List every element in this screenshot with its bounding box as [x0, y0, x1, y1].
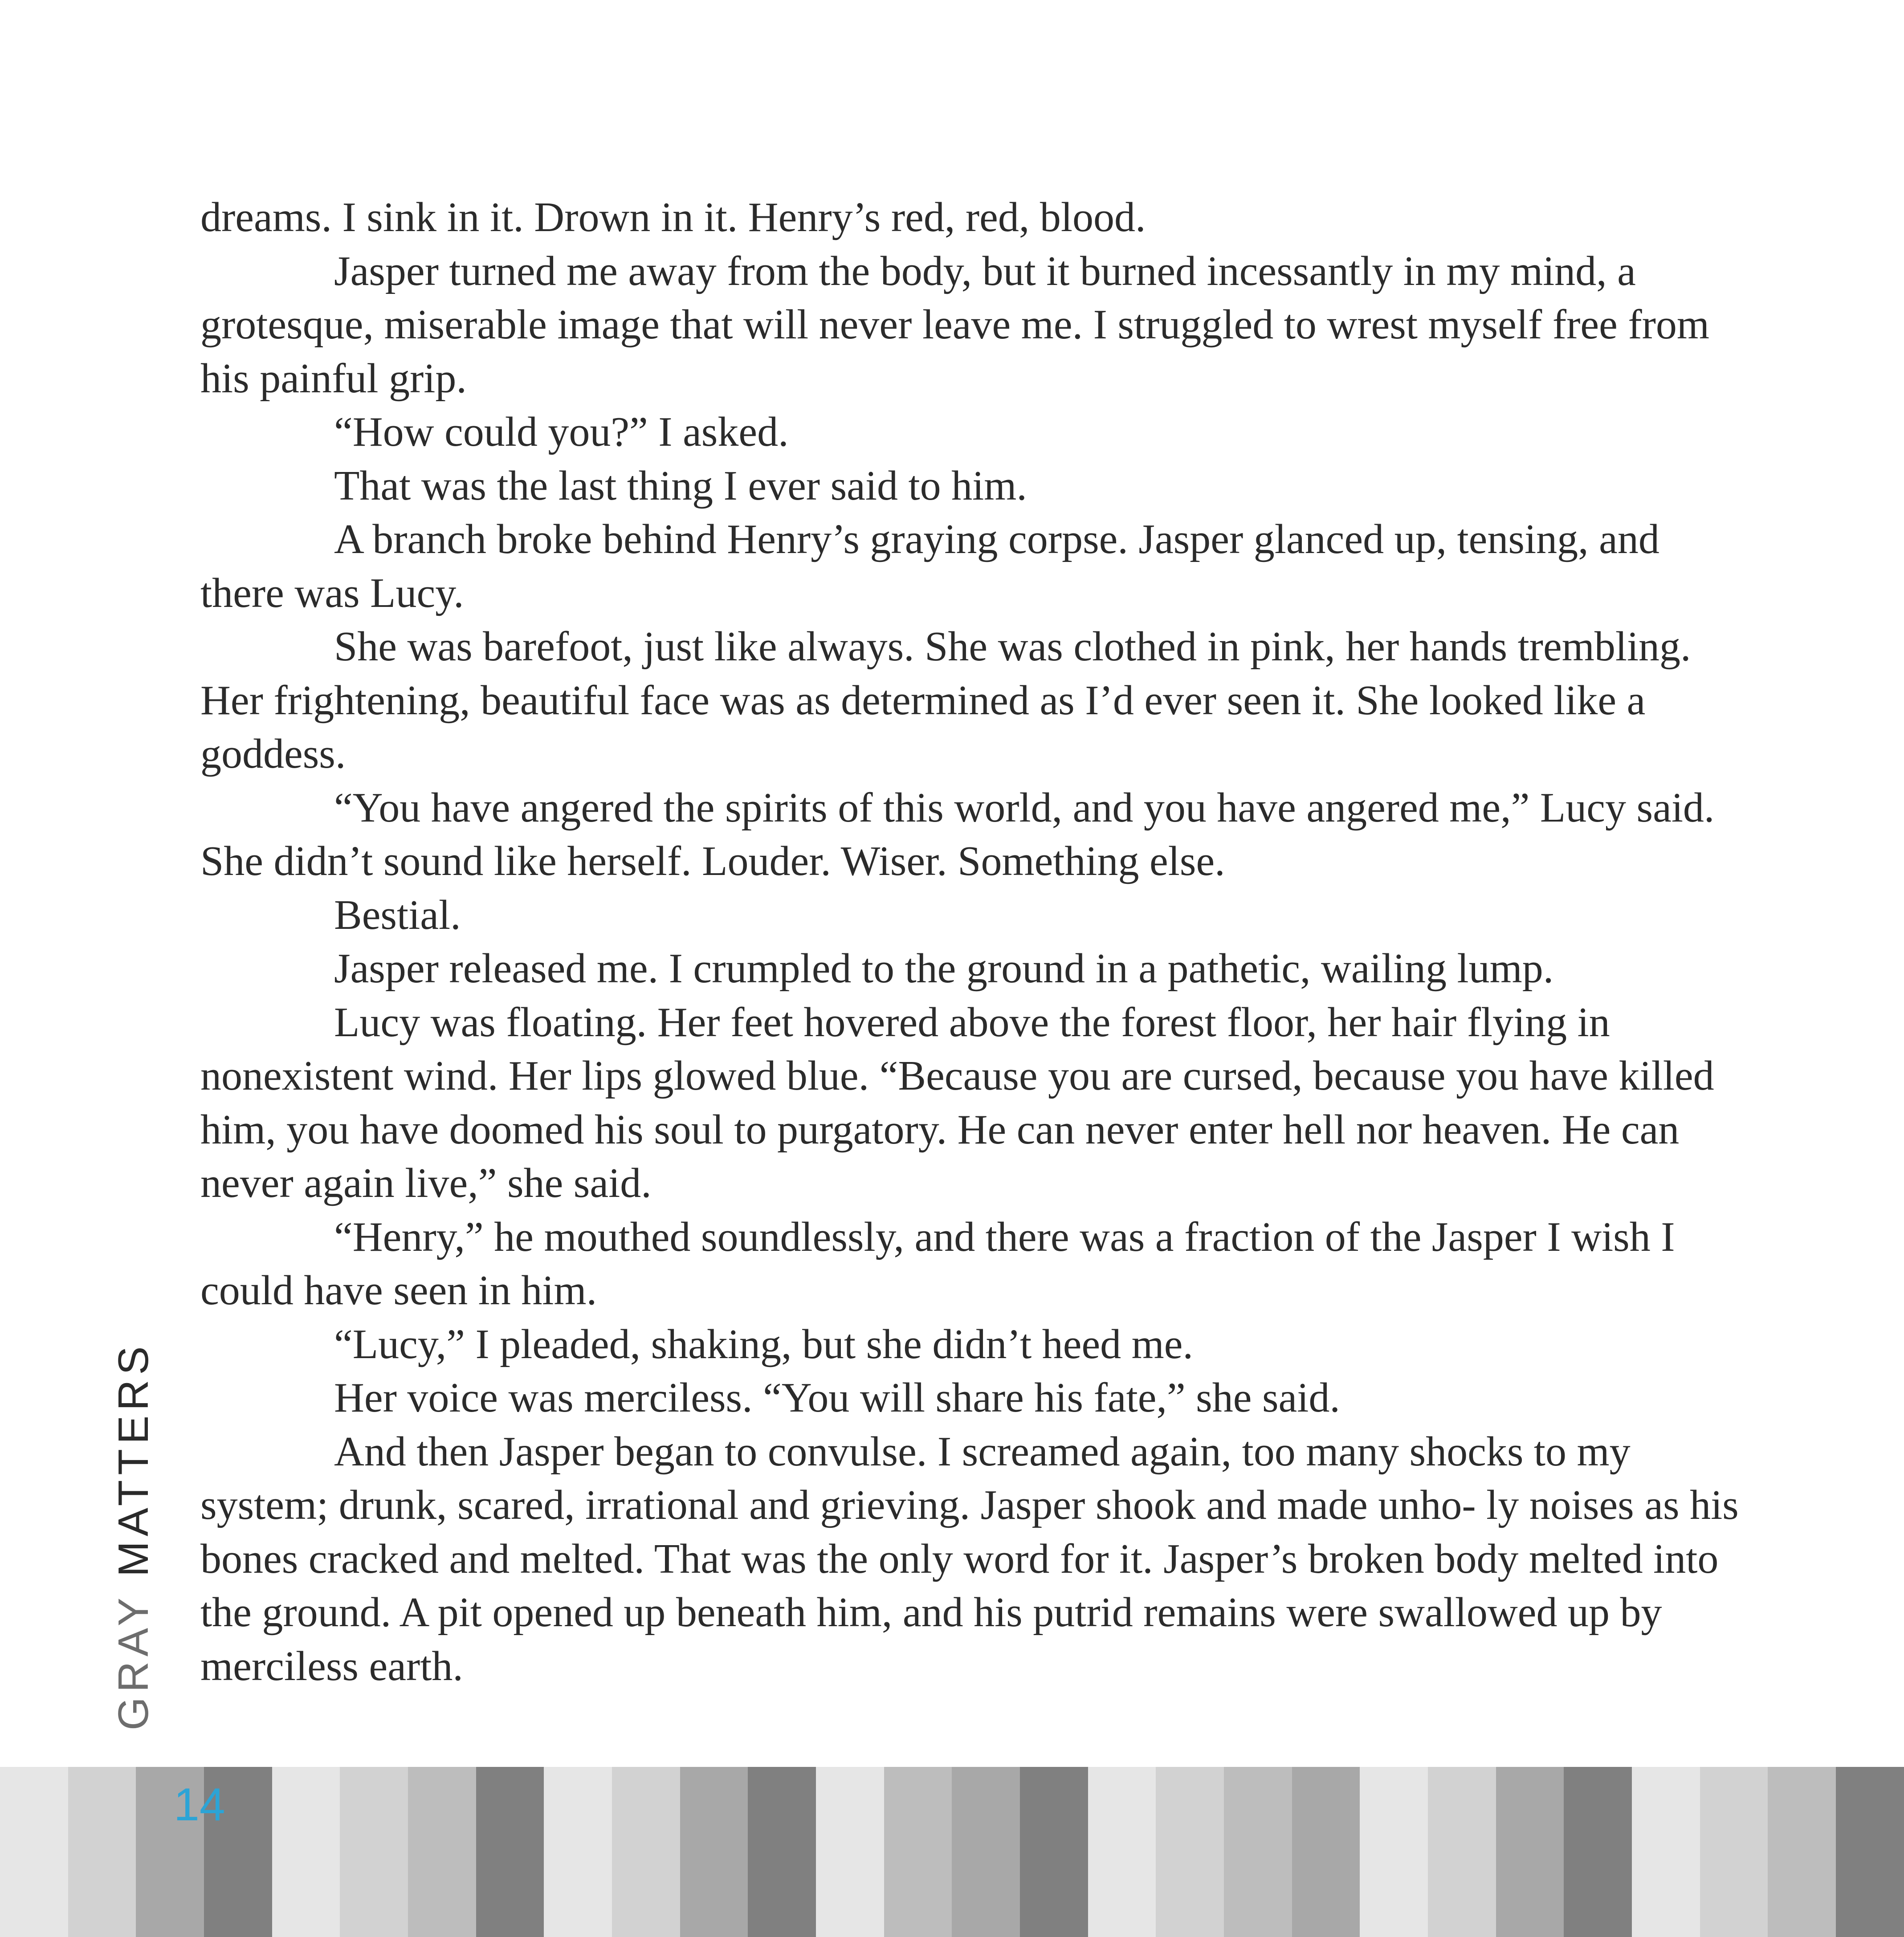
footer-stripe	[816, 1767, 884, 1937]
footer-stripe	[1360, 1767, 1428, 1937]
book-title	[111, 1342, 156, 1730]
footer-stripe	[272, 1767, 340, 1937]
footer-stripe	[1564, 1767, 1632, 1937]
footer-stripe	[68, 1767, 136, 1937]
paragraph: “Henry,” he mouthed soundlessly, and there was a fraction of the Jasper I wish I could have seen in him.	[200, 1213, 1686, 1314]
footer-stripe	[1836, 1767, 1904, 1937]
paragraph: Jasper turned me away from the body, but it burned incessantly in my mind, a grotesque, miserable image that will never leave me. I struggled to wrest myself free from his painful grip.	[200, 248, 1720, 402]
footer-stripe	[612, 1767, 680, 1937]
footer-stripe	[680, 1767, 748, 1937]
paragraph: “You have angered the spirits of this world, and you have angered me,” Lucy said. She didn’t sound like herself. Louder. Wiser. Something else.	[200, 784, 1725, 884]
footer-stripe	[1496, 1767, 1564, 1937]
paragraph: Bestial.	[334, 891, 461, 938]
footer-stripe	[952, 1767, 1020, 1937]
footer-stripe	[1292, 1767, 1360, 1937]
book-title-part2: MATTERS	[110, 1341, 157, 1577]
paragraph: dreams. I sink in it. Drown in it. Henry’s red, red, blood.	[200, 194, 1146, 240]
paragraph: A branch broke behind Henry’s graying corpse. Jasper glanced up, tensing, and there was Lucy.	[200, 516, 1670, 616]
book-title-part1: GRAY	[110, 1577, 157, 1730]
footer-stripe	[408, 1767, 476, 1937]
footer-stripe	[476, 1767, 544, 1937]
page-number: 14	[174, 1779, 225, 1831]
footer-stripe	[1020, 1767, 1088, 1937]
footer-stripe	[1088, 1767, 1156, 1937]
footer-stripe	[0, 1767, 68, 1937]
paragraph: That was the last thing I ever said to him.	[334, 462, 1027, 509]
footer-stripe-band	[0, 1767, 1904, 1937]
paragraph: “How could you?” I asked.	[334, 409, 789, 455]
footer-stripe	[1224, 1767, 1292, 1937]
footer-stripe	[884, 1767, 952, 1937]
paragraph: “Lucy,” I pleaded, shaking, but she didn’t heed me.	[334, 1321, 1194, 1367]
footer-stripe	[1428, 1767, 1496, 1937]
paragraph: Her voice was merciless. “You will share his fate,” she said.	[334, 1375, 1340, 1421]
paragraph: Lucy was floating. Her feet hovered above the forest floor, her hair flying in nonexistent wind. Her lips glowed blue. “Because you are cursed, because you have killed him, you have doomed his soul to purgatory. He can never enter hell nor heaven. He can never again live,” she said.	[200, 999, 1725, 1206]
paragraph: Jasper released me. I crumpled to the ground in a pathetic, wailing lump.	[334, 945, 1554, 992]
footer-stripe	[340, 1767, 408, 1937]
paragraph: She was barefoot, just like always. She was clothed in pink, her hands trembling. Her frightening, beautiful face was as determined as I’d ever seen it. She looked like a goddess.	[200, 623, 1702, 777]
footer-stripe	[1700, 1767, 1768, 1937]
footer-stripe	[1768, 1767, 1836, 1937]
paragraph: And then Jasper began to convulse. I screamed again, too many shocks to my system; drunk, scared, irrational and grieving. Jasper shook and made unho- ly noises as his bones cracked and melted. That was the only word for it. Jasper’s broken body melted into the ground. A pit opened up beneath him, and his putrid remains were swallowed up by merciless earth.	[200, 1428, 1749, 1689]
body-text	[200, 191, 1750, 1693]
footer-stripe	[1632, 1767, 1700, 1937]
footer-stripe	[748, 1767, 816, 1937]
footer-stripe	[544, 1767, 612, 1937]
footer-stripe	[1156, 1767, 1224, 1937]
